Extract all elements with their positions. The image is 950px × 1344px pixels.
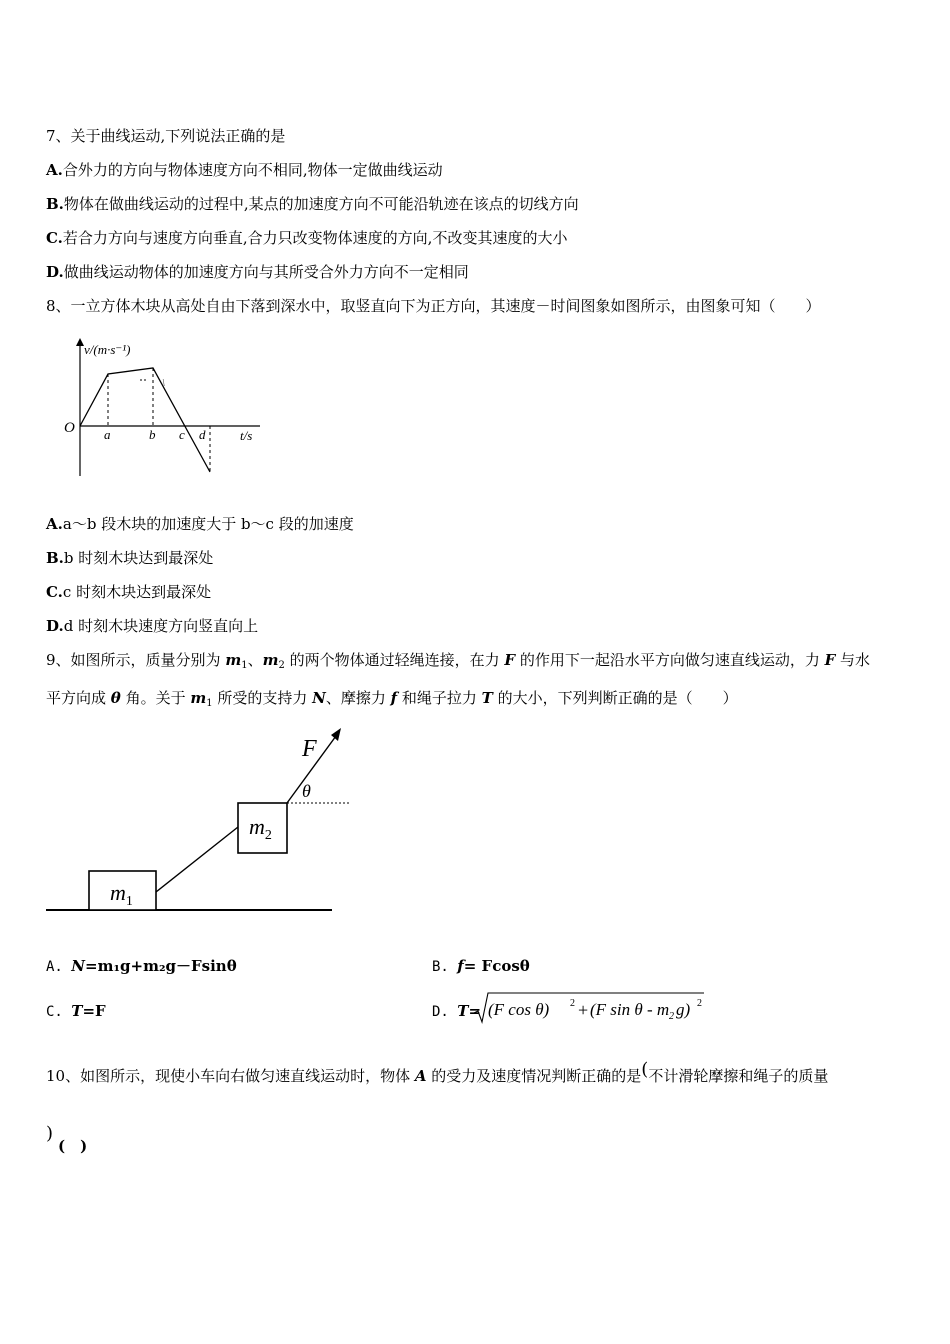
q9-figure xyxy=(40,722,360,922)
q8-option-a: A.a～b 段木块的加速度大于 b～c 段的加速度 xyxy=(46,515,354,533)
q9-option-d: D. T= (F cos θ) 2 + (F sin θ - m 2 g) 2 xyxy=(432,1001,481,1031)
q8-option-b: B.b 时刻木块达到最深处 xyxy=(46,549,214,567)
q9-option-b: B. f= Fcosθ xyxy=(432,957,530,975)
force-arrowhead xyxy=(331,728,341,741)
q10-answer-blank: ( ) xyxy=(58,1137,88,1155)
q10-stem-end: ) xyxy=(46,1123,54,1144)
origin-label: O xyxy=(64,420,75,436)
q7-option-c: C.若合力方向与速度方向垂直,合力只改变物体速度的方向,不改变其速度的大小 xyxy=(46,229,568,247)
y-axis-arrow xyxy=(76,338,84,346)
block-m2-label: $m_2$ xyxy=(249,814,272,843)
block-m1-label: $m_1$ xyxy=(110,880,133,909)
q8-stem: 8、一立方体木块从高处自由下落到深水中，取竖直向下为正方向，其速度－时间图象如图所示，由图象可知（ ） xyxy=(46,297,821,315)
formula-exp1: 2 xyxy=(570,998,575,1009)
tick-a: a xyxy=(104,427,111,442)
rope xyxy=(156,827,238,892)
tick-c: c xyxy=(179,427,185,442)
slope-mark: \ xyxy=(162,377,166,389)
formula-plus: + xyxy=(578,1000,589,1020)
tick-b: b xyxy=(149,427,156,442)
force-label: F xyxy=(302,736,317,762)
angle-label: θ xyxy=(302,781,311,801)
q8-option-d: D.d 时刻木块速度方向竖直向上 xyxy=(46,617,259,635)
tick-d: d xyxy=(199,427,206,442)
q8-option-c: C.c 时刻木块达到最深处 xyxy=(46,583,212,601)
x-axis-label: t/s xyxy=(240,428,253,443)
formula-exp2: 2 xyxy=(697,998,702,1009)
q7-stem: 7、关于曲线运动,下列说法正确的是 xyxy=(46,127,286,145)
formula-part2: (F sin θ - m xyxy=(590,1000,670,1019)
q7-option-b: B.物体在做曲线运动的过程中,某点的加速度方向不可能沿轨迹在该点的切线方向 xyxy=(46,195,579,213)
q7-option-d: D.做曲线运动物体的加速度方向与其所受合外力方向不一定相同 xyxy=(46,263,469,281)
q7-option-a: A.合外力的方向与物体速度方向不相同,物体一定做曲线运动 xyxy=(46,161,443,179)
q9-option-a: A. N=m₁g+m₂g－Fsinθ xyxy=(46,957,237,975)
vt-curve xyxy=(80,368,210,472)
sqrt-formula xyxy=(472,989,712,1025)
q10-stem: 10、如图所示，现使小车向右做匀速直线运动时，物体 A 的受力及速度情况判断正确的是(不计滑轮摩擦和绳子的质量 xyxy=(46,1059,829,1085)
y-axis-label: v/(m·s⁻¹) xyxy=(84,342,131,357)
formula-sub2: 2 xyxy=(669,1011,674,1022)
q9-option-c: C. T=F xyxy=(46,1002,106,1020)
formula-part3: g) xyxy=(676,1000,691,1019)
q8-vt-graph xyxy=(60,336,270,486)
q9-stem-line1: 9、如图所示，质量分别为 $m_1$、$m_2$ 的两个物体通过轻绳连接，在力 F 的作用下一起沿水平方向做匀速直线运动，力 F 与水 xyxy=(46,651,871,671)
formula-part1: (F cos θ) xyxy=(488,1000,550,1019)
q9-stem-line2: 平方向成 θ 角。关于 $m_1$ 所受的支持力 N、摩擦力 f 和绳子拉力 T 的大小，下列判断正确的是（ ） xyxy=(46,689,738,709)
